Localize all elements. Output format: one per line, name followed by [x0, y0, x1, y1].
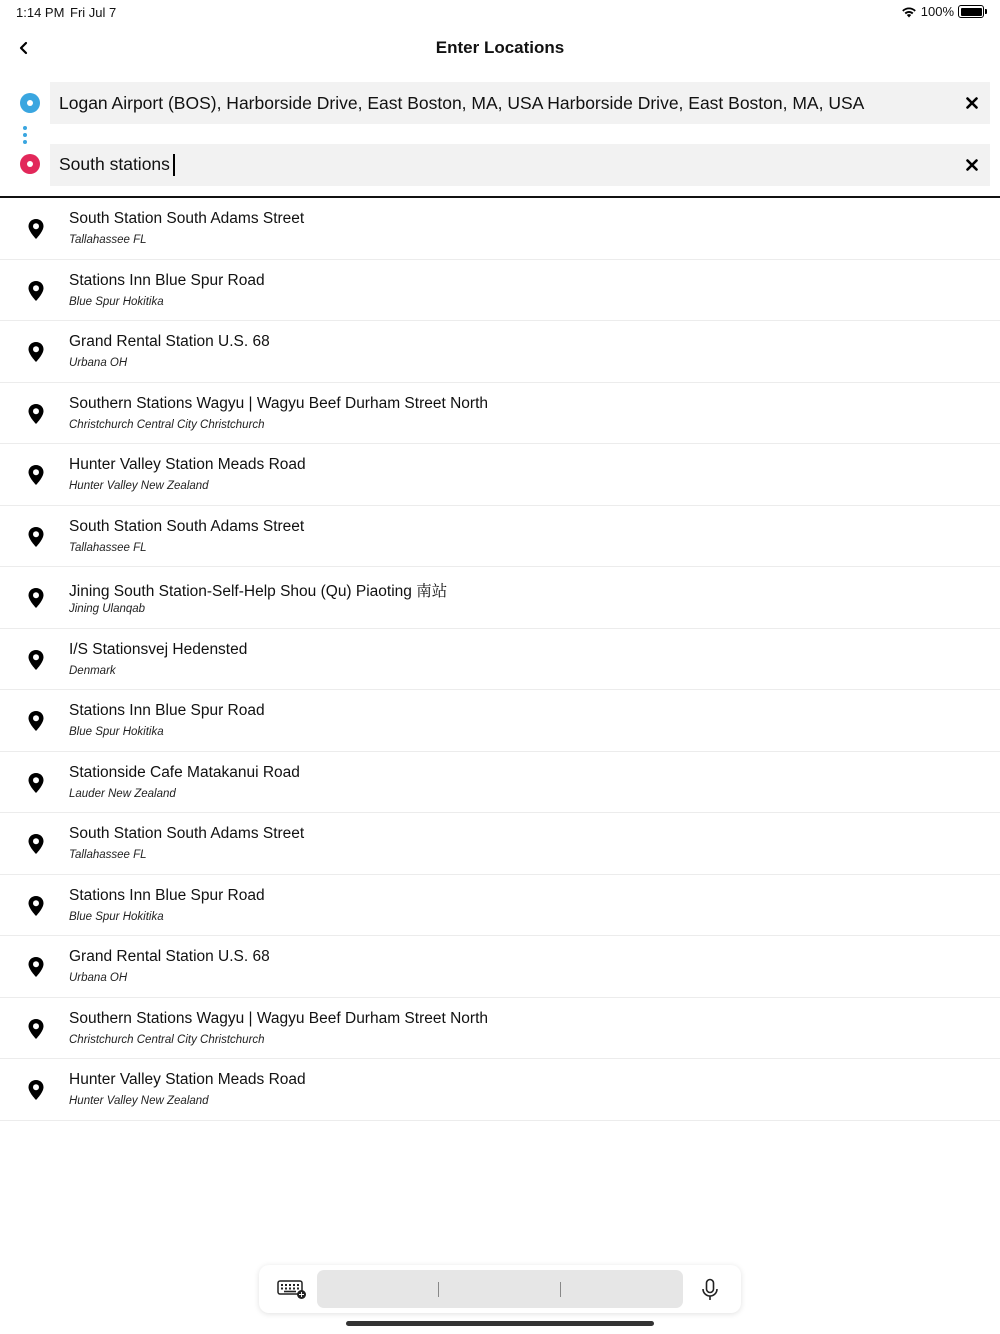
search-result-item[interactable] [0, 875, 1000, 937]
keyboard-toolbar [259, 1265, 741, 1313]
result-title: Southern Stations Wagyu | Wagyu Beef Durham Street North [69, 1009, 488, 1027]
location-pin-icon [27, 218, 45, 240]
result-subtitle: Tallahassee FL [69, 541, 147, 554]
result-title: Southern Stations Wagyu | Wagyu Beef Durham Street North [69, 394, 488, 412]
result-title: Jining South Station-Self-Help Shou (Qu) Piaoting 南站 [69, 583, 448, 600]
location-pin-icon [27, 772, 45, 794]
result-title: South Station South Adams Street [69, 517, 305, 535]
result-subtitle: Hunter Valley New Zealand [69, 480, 209, 492]
battery-icon [958, 5, 984, 18]
result-title: Stations Inn Blue Spur Road [69, 271, 265, 289]
destination-input-value: South stations [59, 153, 170, 174]
location-pin-icon [27, 649, 45, 671]
route-panel [0, 82, 1000, 198]
location-pin-icon [27, 833, 45, 855]
keyboard-icon[interactable] [277, 1278, 307, 1300]
status-bar [0, 0, 1000, 24]
result-subtitle: Lauder New Zealand [69, 787, 176, 800]
search-result-item[interactable] [0, 998, 1000, 1060]
result-subtitle: Tallahassee FL [69, 234, 147, 246]
location-pin-icon [27, 341, 45, 363]
location-pin-icon [27, 464, 45, 486]
result-subtitle: Christchurch Central City Christchurch [69, 418, 265, 431]
search-result-item[interactable] [0, 260, 1000, 322]
wifi-icon [901, 6, 917, 18]
close-icon [966, 97, 978, 109]
result-title: Grand Rental Station U.S. 68 [69, 333, 270, 350]
predictive-text-bar[interactable] [317, 1270, 683, 1308]
search-result-item[interactable] [0, 198, 1000, 260]
search-result-item[interactable] [0, 690, 1000, 752]
clear-origin-button[interactable] [954, 82, 990, 124]
destination-field[interactable] [50, 144, 990, 186]
search-result-item[interactable] [0, 506, 1000, 568]
location-pin-icon [27, 1079, 45, 1101]
search-results-list [0, 198, 1000, 1121]
status-indicators [901, 4, 984, 19]
search-result-item[interactable] [0, 444, 1000, 506]
clear-destination-button[interactable] [954, 144, 990, 186]
search-result-item[interactable] [0, 752, 1000, 814]
origin-marker-icon [20, 93, 40, 113]
result-subtitle: Blue Spur Hokitika [69, 910, 164, 923]
location-pin-icon [27, 526, 45, 548]
destination-input[interactable] [59, 154, 954, 176]
result-title: Stations Inn Blue Spur Road [69, 886, 265, 904]
text-caret [173, 154, 175, 176]
search-result-item[interactable] [0, 936, 1000, 998]
location-pin-icon [27, 280, 45, 302]
result-subtitle: Urbana OH [69, 972, 128, 984]
result-title: South Station South Adams Street [69, 210, 305, 227]
location-pin-icon [27, 587, 45, 609]
status-date: Fri Jul 7 [70, 5, 117, 20]
location-pin-icon [27, 956, 45, 978]
result-title: Stationside Cafe Matakanui Road [69, 763, 300, 781]
result-subtitle: Denmark [69, 664, 116, 677]
destination-marker-icon [20, 154, 40, 174]
prediction-divider [560, 1282, 561, 1297]
close-icon [966, 159, 978, 171]
result-title: Stations Inn Blue Spur Road [69, 702, 265, 719]
search-result-item[interactable] [0, 813, 1000, 875]
location-pin-icon [27, 710, 45, 732]
result-subtitle: Hunter Valley New Zealand [69, 1095, 209, 1107]
route-connector-icon [22, 126, 28, 144]
battery-percent: 100% [920, 4, 954, 19]
origin-input[interactable]: Logan Airport (BOS), Harborside Drive, East Boston, MA, USA Harborside Drive, East Boston, MA, USA [59, 92, 865, 113]
search-result-item[interactable] [0, 629, 1000, 691]
result-title: I/S Stationsvej Hedensted [69, 640, 248, 658]
prediction-divider [438, 1282, 439, 1297]
result-subtitle: Blue Spur Hokitika [69, 295, 164, 308]
microphone-icon[interactable] [700, 1278, 720, 1302]
result-title: Hunter Valley Station Meads Road [69, 456, 306, 473]
search-result-item[interactable] [0, 321, 1000, 383]
page-title: Enter Locations [435, 38, 565, 57]
result-subtitle: Urbana OH [69, 357, 128, 369]
status-time: 1:14 PM [16, 5, 65, 20]
location-pin-icon [27, 895, 45, 917]
result-subtitle: Jining Ulanqab [69, 603, 146, 615]
location-pin-icon [27, 403, 45, 425]
battery-level [961, 8, 982, 16]
search-result-item[interactable] [0, 567, 1000, 629]
result-subtitle: Blue Spur Hokitika [69, 726, 164, 738]
navigation-bar [0, 26, 1000, 70]
location-pin-icon [27, 1018, 45, 1040]
search-result-item[interactable] [0, 1059, 1000, 1121]
search-result-item[interactable] [0, 383, 1000, 445]
result-subtitle: Christchurch Central City Christchurch [69, 1033, 265, 1046]
origin-field[interactable] [50, 82, 990, 124]
result-title: South Station South Adams Street [69, 825, 305, 842]
result-title: Grand Rental Station U.S. 68 [69, 948, 270, 965]
result-title: Hunter Valley Station Meads Road [69, 1071, 306, 1088]
result-subtitle: Tallahassee FL [69, 849, 147, 861]
home-indicator[interactable] [346, 1321, 654, 1326]
